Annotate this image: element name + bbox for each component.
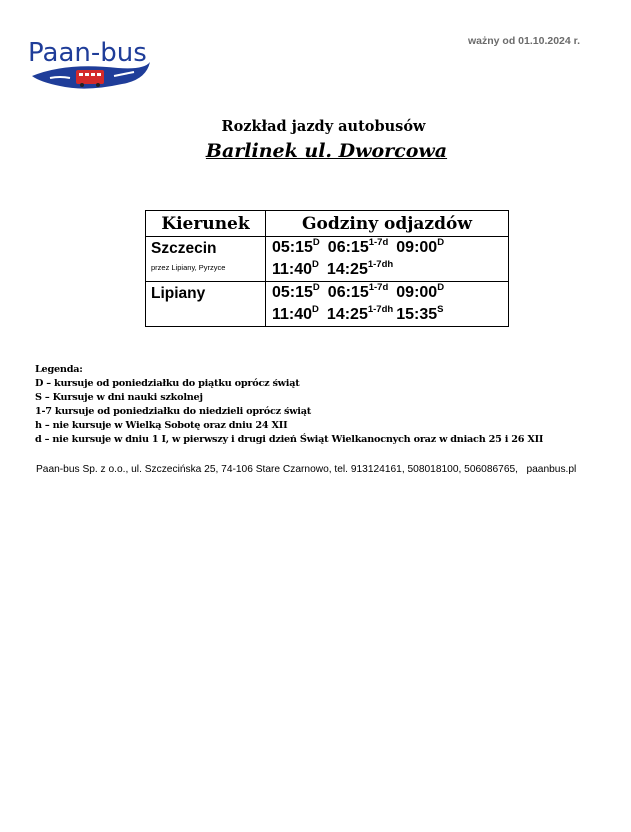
direction-via: przez Lipiany, Pyrzyce xyxy=(151,263,226,272)
departure-line xyxy=(272,282,508,304)
departure-time: $14:25^{1-7dh}$ xyxy=(326,303,394,323)
departure-time: $11:40^D$ xyxy=(272,258,319,278)
legend-item: h – nie kursuje w Wielką Sobotę oraz dniu 24 XII xyxy=(35,420,288,431)
table-row xyxy=(146,282,509,327)
legend xyxy=(35,363,543,447)
departures-cell xyxy=(266,282,509,327)
stop-name-text: Barlinek ul. Dworcowa xyxy=(205,140,448,162)
column-header-departures: Godziny odjazdów xyxy=(266,211,509,237)
departure-time: $05:15^D$ xyxy=(272,236,320,256)
page-title xyxy=(0,118,631,135)
legend-item: S – Kursuje w dni nauki szkolnej xyxy=(35,392,203,403)
table-row xyxy=(146,237,509,282)
valid-from-date: ważny od 01.10.2024 r. xyxy=(468,35,581,47)
direction-cell xyxy=(146,282,266,327)
stop-name xyxy=(0,140,631,162)
departure-time: $09:00^D$ xyxy=(396,236,445,256)
departure-time: $06:15^{1-7d}$ xyxy=(327,281,389,301)
departure-time: $11:40^D$ xyxy=(272,303,319,323)
direction-name: Lipiany xyxy=(151,285,206,302)
table-header-row xyxy=(146,211,509,237)
direction-cell xyxy=(146,237,266,282)
departure-time: $09:00^D$ xyxy=(396,281,445,301)
departure-time: $14:25^{1-7dh}$ xyxy=(326,258,394,278)
legend-item: d – nie kursuje w dniu 1 I, w pierwszy i drugi dzień Świąt Wielkanocnych oraz w dniach 25 i 26 XII xyxy=(35,434,544,445)
departure-line xyxy=(272,304,508,326)
departure-time: $15:35^S$ xyxy=(396,303,444,323)
legend-item: D – kursuje od poniedziałku do piątku oprócz świąt xyxy=(35,378,300,389)
paan-bus-logo xyxy=(26,32,152,94)
direction-name: Szczecin xyxy=(151,240,217,257)
page-title-text: Rozkład jazdy autobusów xyxy=(221,118,426,135)
column-header-direction: Kierunek xyxy=(146,211,266,237)
departure-line xyxy=(272,259,508,281)
company-contact-footer: Paan-bus Sp. z o.o., ul. Szczecińska 25, 74-106 Stare Czarnowo, tel. 913124161, 508018100, 506086765, paanbus.pl xyxy=(36,464,577,475)
departures-cell xyxy=(266,237,509,282)
schedule-table xyxy=(145,210,509,327)
legend-title: Legenda: xyxy=(35,364,83,375)
departure-time: $06:15^{1-7d}$ xyxy=(327,236,389,256)
departure-line xyxy=(272,237,508,259)
departure-time: $05:15^D$ xyxy=(272,281,320,301)
legend-item: 1-7 kursuje od poniedziałku do niedzieli oprócz świąt xyxy=(35,406,311,417)
logo-text: Paan-bus xyxy=(28,38,147,68)
